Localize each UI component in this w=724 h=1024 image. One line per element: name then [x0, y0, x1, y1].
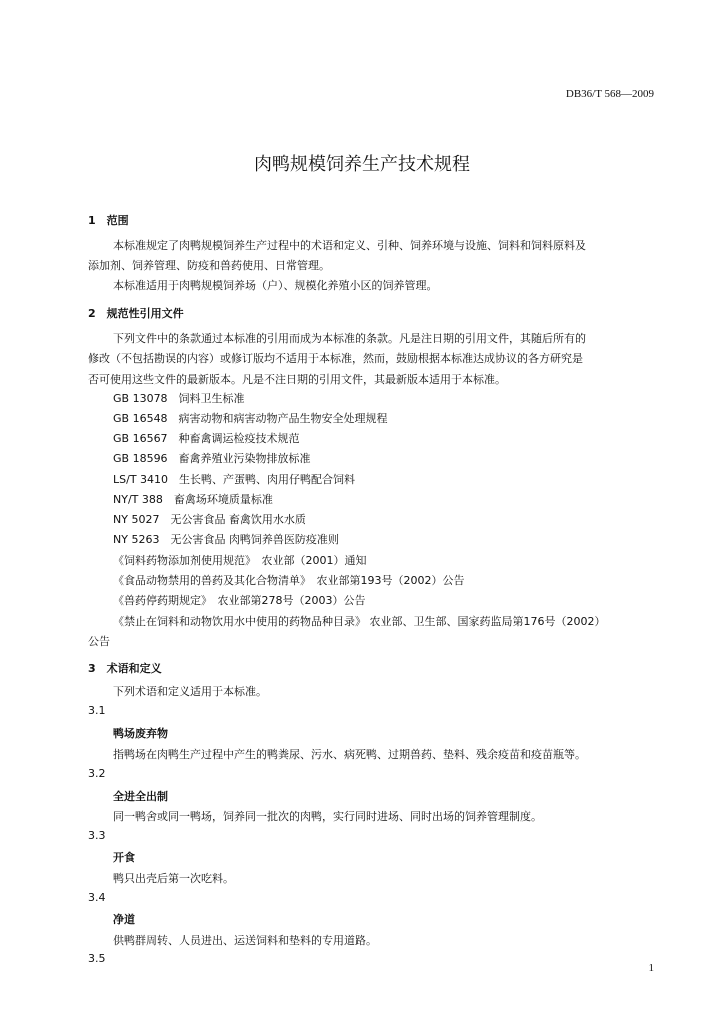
page-number: 1	[648, 962, 654, 974]
reference-item: GB 13078 饲料卫生标准	[113, 392, 245, 405]
term-definition: 鸭只出壳后第一次吃料。	[113, 872, 234, 885]
document-title: 肉鸭规模饲养生产技术规程	[254, 154, 470, 175]
reference-item: NY 5027 无公害食品 畜禽饮用水水质	[113, 513, 306, 526]
reference-item: 《禁止在饲料和动物饮用水中使用的药物品种目录》 农业部、卫生部、国家药监局第176号（2002）	[113, 615, 606, 628]
term-name: 净道	[113, 913, 135, 926]
term-definition: 指鸭场在肉鸭生产过程中产生的鸭粪尿、污水、病死鸭、过期兽药、垫料、残余疫苗和疫苗瓶等。	[113, 748, 586, 761]
section-3-heading: 3 术语和定义	[88, 662, 162, 675]
reference-item: NY 5263 无公害食品 肉鸭饲养兽医防疫准则	[113, 533, 339, 546]
reference-item: LS/T 3410 生长鸭、产蛋鸭、肉用仔鸭配合饲料	[113, 473, 356, 486]
term-number: 3.1	[88, 704, 106, 717]
section-2-para-line-1: 下列文件中的条款通过本标准的引用而成为本标准的条款。凡是注日期的引用文件，其随后所有的	[113, 332, 586, 345]
reference-item: 《兽药停药期规定》 农业部第278号（2003）公告	[113, 594, 366, 607]
section-3-intro: 下列术语和定义适用于本标准。	[113, 685, 267, 698]
reference-item: NY/T 388 畜禽场环境质量标准	[113, 493, 273, 506]
reference-item-continuation: 公告	[88, 635, 110, 648]
term-name: 鸭场废弃物	[113, 727, 168, 740]
term-name: 全进全出制	[113, 790, 168, 803]
reference-item: GB 16548 病害动物和病害动物产品生物安全处理规程	[113, 412, 388, 425]
section-2-para-line-3: 否可使用这些文件的最新版本。凡是不注日期的引用文件，其最新版本适用于本标准。	[88, 373, 506, 386]
term-name: 开食	[113, 851, 135, 864]
term-number: 3.5	[88, 952, 106, 965]
term-number: 3.2	[88, 767, 106, 780]
section-1-heading: 1 范围	[88, 214, 129, 227]
reference-item: 《饲料药物添加剂使用规范》 农业部（2001）通知	[113, 554, 367, 567]
term-number: 3.4	[88, 891, 106, 904]
reference-item: GB 16567 种畜禽调运检疫技术规范	[113, 432, 300, 445]
section-1-para-1-line-1: 本标准规定了肉鸭规模饲养生产过程中的术语和定义、引种、饲养环境与设施、饲料和饲料原料及	[113, 239, 586, 252]
document-code: DB36/T 568—2009	[565, 88, 654, 100]
reference-item: 《食品动物禁用的兽药及其化合物清单》 农业部第193号（2002）公告	[113, 574, 465, 587]
term-definition: 同一鸭舍或同一鸭场，饲养同一批次的肉鸭，实行同时进场、同时出场的饲养管理制度。	[113, 810, 542, 823]
term-definition: 供鸭群周转、人员进出、运送饲料和垫料的专用道路。	[113, 934, 377, 947]
section-2-para-line-2: 修改（不包括勘误的内容）或修订版均不适用于本标准，然而，鼓励根据本标准达成协议的各方研究是	[88, 352, 583, 365]
section-2-heading: 2 规范性引用文件	[88, 307, 184, 320]
reference-item: GB 18596 畜禽养殖业污染物排放标准	[113, 452, 311, 465]
section-1-para-1-line-2: 添加剂、饲养管理、防疫和兽药使用、日常管理。	[88, 259, 330, 272]
section-1-para-2: 本标准适用于肉鸭规模饲养场（户）、规模化养殖小区的饲养管理。	[113, 279, 438, 292]
term-number: 3.3	[88, 829, 106, 842]
